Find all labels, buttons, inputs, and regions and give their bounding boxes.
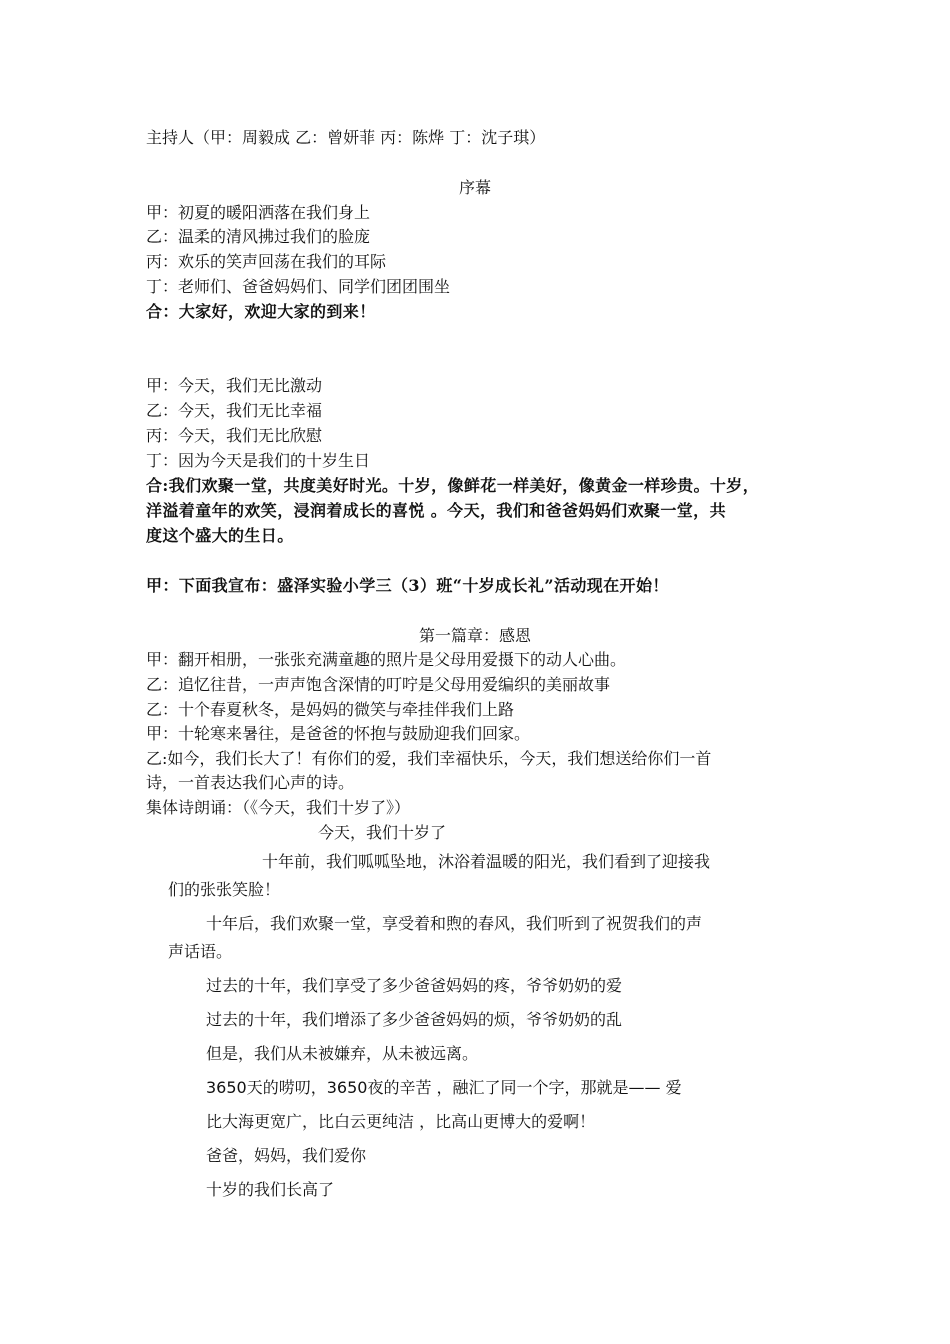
announcement-line: 甲：下面我宣布：盛泽实验小学三（3）班“十岁成长礼”活动现在开始！	[146, 576, 669, 595]
script-line: 诗，一首表达我们心声的诗。	[146, 773, 355, 792]
script-line: 丙：欢乐的笑声回荡在我们的耳际	[146, 252, 387, 271]
poem-line: 但是，我们从未被嫌弃，从未被远离。	[206, 1044, 479, 1063]
script-line: 甲：初夏的暖阳洒落在我们身上	[146, 203, 371, 222]
script-line: 甲：十轮寒来暑往，是爸爸的怀抱与鼓励迎我们回家。	[146, 724, 531, 743]
poem-line: 比大海更宽广，比白云更纯洁 ，比高山更博大的爱啊！	[206, 1112, 596, 1131]
together-line: 合:我们欢聚一堂，共度美好时光。十岁，像鲜花一样美好，像黄金一样珍贵。十岁，	[146, 476, 760, 495]
script-line: 丁：老师们、爸爸妈妈们、同学们团团围坐	[146, 277, 451, 296]
poem-line: 爸爸，妈妈，我们爱你	[206, 1146, 367, 1165]
script-line: 乙：温柔的清风拂过我们的脸庞	[146, 227, 371, 246]
script-line: 甲：翻开相册，一张张充满童趣的照片是父母用爱摄下的动人心曲。	[146, 650, 627, 669]
together-line: 洋溢着童年的欢笑，浸润着成长的喜悦 。今天，我们和爸爸妈妈们欢聚一堂，共	[146, 501, 726, 520]
poem-line: 过去的十年，我们享受了多少爸爸妈妈的疼，爷爷奶奶的爱	[206, 976, 623, 995]
script-line: 乙:如今，我们长大了！有你们的爱，我们幸福快乐，今天，我们想送给你们一首	[146, 749, 712, 768]
together-line: 合：大家好，欢迎大家的到来！	[146, 302, 376, 321]
poem-line: 十年前，我们呱呱坠地，沐浴着温暖的阳光，我们看到了迎接我	[262, 852, 711, 871]
together-line: 度这个盛大的生日。	[146, 526, 294, 545]
script-line: 甲：今天，我们无比激动	[146, 376, 323, 395]
poem-line: 十岁的我们长高了	[206, 1180, 335, 1199]
script-line: 乙：今天，我们无比幸福	[146, 401, 323, 420]
prologue-title: 序幕	[458, 178, 491, 197]
poem-line: 们的张张笑脸！	[168, 880, 281, 899]
hosts-line: 主持人（甲：周毅成 乙：曾妍菲 丙：陈烨 丁：沈子琪）	[146, 128, 546, 147]
script-line: 丙：今天，我们无比欣慰	[146, 426, 323, 445]
script-line: 乙：追忆往昔，一声声饱含深情的叮咛是父母用爱编织的美丽故事	[146, 675, 611, 694]
poem-line: 过去的十年，我们增添了多少爸爸妈妈的烦，爷爷奶奶的乱	[206, 1010, 623, 1029]
recital-label: 集体诗朗诵：（《今天，我们十岁了》）	[146, 798, 411, 817]
poem-line: 声话语。	[168, 942, 233, 961]
poem-line: 十年后，我们欢聚一堂，享受着和煦的春风，我们听到了祝贺我们的声	[206, 914, 703, 933]
script-line: 丁：因为今天是我们的十岁生日	[146, 451, 371, 470]
chapter-title: 第一篇章：感恩	[418, 626, 531, 645]
poem-line: 3650天的唠叨，3650夜的辛苦 ，融汇了同一个字，那就是—— 爱	[206, 1078, 682, 1097]
script-line: 乙：十个春夏秋冬，是妈妈的微笑与牵挂伴我们上路	[146, 700, 515, 719]
poem-title: 今天，我们十岁了	[318, 823, 447, 842]
